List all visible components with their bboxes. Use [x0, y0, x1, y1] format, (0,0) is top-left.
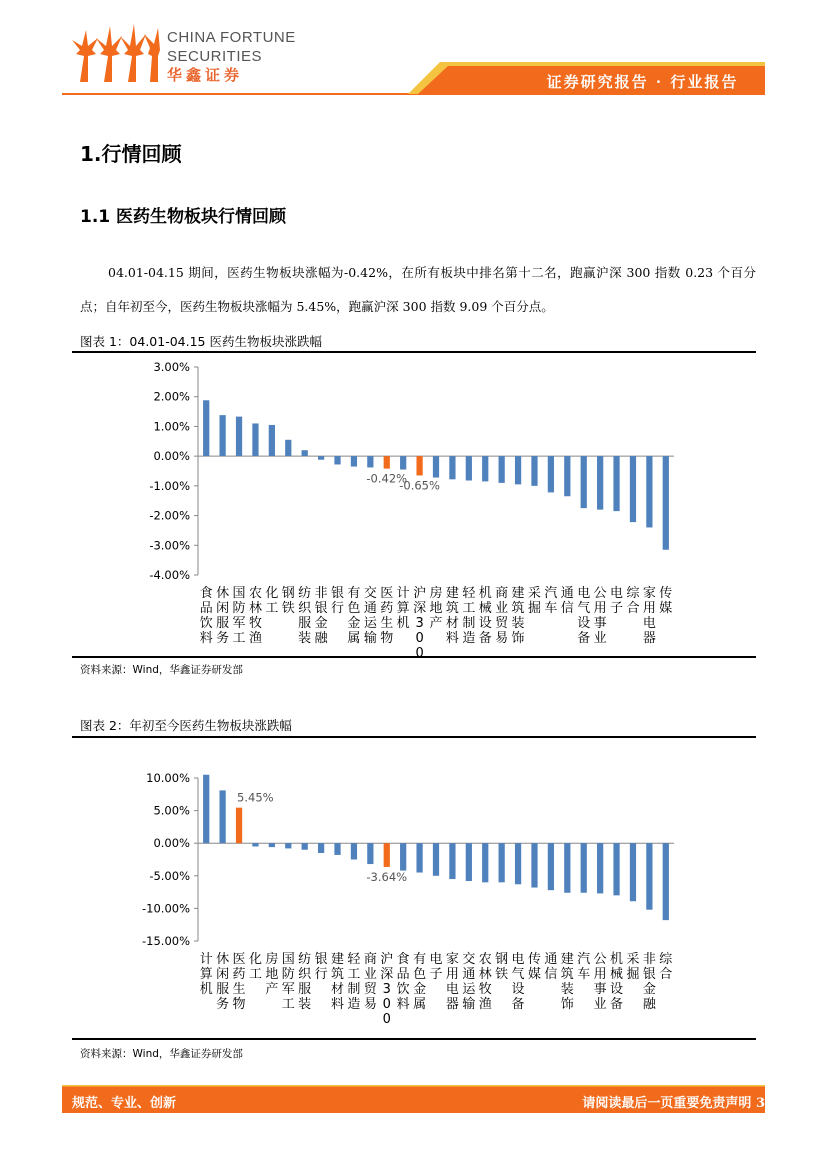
bar [203, 400, 209, 456]
x-tick-label: 备 [511, 997, 525, 1012]
bar [220, 415, 226, 456]
x-tick-label: 电 [577, 586, 591, 601]
figure2-bottom-rule [72, 1038, 756, 1040]
x-tick-label: 媒 [527, 967, 541, 982]
x-tick-label: 品 [199, 601, 213, 616]
x-tick-label: 房 [265, 952, 279, 967]
x-tick-label: 金 [413, 982, 427, 997]
company-name-en [167, 28, 296, 66]
bar [646, 456, 652, 527]
bar [613, 456, 619, 511]
x-tick-label: 综 [659, 952, 673, 967]
x-tick-label: 装 [298, 997, 312, 1012]
x-tick-label: 业 [593, 997, 607, 1012]
x-tick-label: 信 [560, 601, 574, 616]
x-tick-label: 织 [298, 967, 312, 982]
x-tick-label: 子 [610, 601, 624, 616]
x-tick-label: 合 [659, 967, 673, 982]
x-tick-label: 银 [331, 586, 345, 601]
x-tick-label: 饰 [560, 997, 574, 1012]
x-tick-label: 装 [560, 982, 574, 997]
y-tick-label: -2.00% [149, 508, 190, 523]
x-tick-label: 算 [199, 967, 213, 982]
bar [466, 456, 472, 480]
x-tick-label: 食 [199, 586, 213, 601]
x-tick-label: 服 [298, 982, 312, 997]
x-tick-label: 织 [298, 601, 312, 616]
x-tick-label: 有 [347, 586, 361, 601]
x-tick-label: 电 [445, 982, 459, 997]
x-tick-label: 铁 [495, 967, 509, 982]
x-tick-label: 0 [415, 631, 424, 646]
x-tick-label: 易 [363, 997, 377, 1012]
x-tick-label: 0 [382, 1012, 391, 1027]
x-tick-label: 用 [445, 967, 459, 982]
x-tick-label: 输 [363, 631, 377, 646]
bar [384, 843, 390, 867]
x-tick-label: 械 [610, 967, 624, 982]
x-tick-label: 料 [199, 631, 213, 646]
x-tick-label: 品 [396, 967, 410, 982]
x-tick-label: 轻 [347, 952, 361, 967]
bar [334, 456, 340, 464]
bar [466, 843, 472, 881]
bar [220, 790, 226, 843]
x-tick-label: 行 [331, 601, 345, 616]
y-tick-label: 1.00% [153, 419, 190, 434]
x-tick-label: 务 [216, 997, 230, 1012]
bar [285, 440, 291, 456]
summary-paragraph: 04.01-04.15 期间，医药生物板块涨幅为-0.42%，在所有板块中排名第十二名，跑赢沪深 300 指数 0.23 个百分点；自年初至今，医药生物板块涨幅为 5.45%，跑赢沪深 300 指数 9.09 个百分点。 [80, 265, 756, 314]
bar [334, 843, 340, 855]
bar [663, 456, 669, 550]
x-tick-label: 产 [429, 616, 443, 631]
x-tick-label: 造 [462, 631, 476, 646]
x-tick-label: 气 [577, 601, 591, 616]
x-tick-label: 军 [281, 982, 295, 997]
bar [531, 456, 537, 486]
bar [351, 456, 357, 466]
x-tick-label: 国 [232, 586, 246, 601]
bar [203, 775, 209, 843]
x-tick-label: 饮 [396, 982, 410, 997]
bar [236, 808, 242, 844]
x-tick-label: 业 [363, 967, 377, 982]
data-label: -3.64% [366, 869, 408, 884]
bar [630, 843, 636, 901]
x-tick-label: 易 [495, 631, 509, 646]
bar [548, 456, 554, 492]
x-tick-label: 业 [495, 601, 509, 616]
x-tick-label: 用 [593, 967, 607, 982]
x-tick-label: 纺 [298, 586, 312, 601]
x-tick-label: 药 [380, 601, 394, 616]
x-tick-label: 医 [232, 952, 246, 967]
x-tick-label: 家 [445, 952, 459, 967]
x-tick-label: 传 [659, 586, 673, 601]
y-tick-label: -15.00% [142, 934, 190, 948]
x-tick-label: 物 [380, 631, 394, 646]
x-tick-label: 综 [626, 586, 640, 601]
x-tick-label: 运 [363, 616, 377, 631]
x-tick-label: 建 [331, 952, 345, 967]
y-tick-label: -1.00% [149, 478, 190, 493]
x-tick-label: 制 [462, 616, 476, 631]
x-tick-label: 运 [462, 982, 476, 997]
x-tick-label: 沪 [380, 952, 394, 967]
section-heading: 1.行情回顾 [80, 142, 182, 166]
figure1-bottom-rule [72, 656, 756, 658]
y-tick-label: -5.00% [149, 868, 190, 883]
x-tick-label: 贸 [495, 616, 509, 631]
bar [531, 843, 537, 887]
x-tick-label: 0 [382, 997, 391, 1012]
data-label: -0.65% [399, 478, 440, 493]
x-tick-label: 器 [642, 631, 656, 646]
x-tick-label: 沪 [413, 586, 427, 601]
x-tick-label: 信 [544, 967, 558, 982]
bar [318, 843, 324, 853]
x-tick-label: 工 [462, 601, 476, 616]
x-tick-label: 服 [216, 982, 230, 997]
x-tick-label: 备 [577, 631, 591, 646]
x-tick-label: 事 [593, 616, 607, 631]
bar [302, 450, 308, 456]
bar [581, 843, 587, 893]
x-tick-label: 通 [363, 601, 377, 616]
bar [449, 843, 455, 879]
x-tick-label: 装 [298, 631, 312, 646]
x-tick-label: 深 [413, 601, 427, 616]
x-tick-label: 房 [429, 586, 443, 601]
bar [663, 843, 669, 920]
bar [597, 456, 603, 509]
x-tick-label: 军 [232, 616, 246, 631]
y-tick-label: 5.00% [153, 803, 190, 818]
x-tick-label: 备 [610, 997, 624, 1012]
subsection-heading: 1.1 医药生物板块行情回顾 [80, 207, 287, 227]
x-tick-label: 牧 [248, 616, 262, 631]
x-tick-label: 休 [216, 952, 230, 967]
x-tick-label: 设 [577, 616, 591, 631]
bar [499, 456, 505, 483]
x-tick-label: 0 [415, 646, 424, 656]
bar [613, 843, 619, 895]
bar [499, 843, 505, 882]
x-tick-label: 车 [544, 601, 558, 616]
x-tick-label: 传 [527, 952, 541, 967]
x-tick-label: 公 [593, 586, 607, 601]
x-tick-label: 计 [396, 586, 410, 601]
y-tick-label: 3.00% [153, 360, 190, 374]
x-tick-label: 农 [248, 586, 262, 601]
bar [630, 456, 636, 522]
x-tick-label: 商 [495, 586, 509, 601]
x-tick-label: 3 [415, 616, 424, 631]
y-tick-label: -4.00% [149, 568, 190, 582]
x-tick-label: 料 [445, 631, 459, 646]
x-tick-label: 融 [314, 631, 328, 646]
x-tick-label: 工 [232, 631, 246, 646]
x-tick-label: 机 [478, 586, 492, 601]
bar [416, 456, 422, 475]
x-tick-label: 筑 [560, 967, 574, 982]
x-tick-label: 食 [396, 952, 410, 967]
bar [564, 456, 570, 496]
x-tick-label: 化 [265, 586, 279, 601]
bar [285, 843, 291, 848]
x-tick-label: 渔 [248, 631, 262, 646]
figure1-chart [72, 356, 756, 656]
x-tick-label: 筑 [445, 601, 459, 616]
x-tick-label: 材 [331, 982, 345, 997]
x-tick-label: 有 [413, 952, 427, 967]
x-tick-label: 贸 [363, 982, 377, 997]
y-tick-label: 0.00% [153, 836, 190, 851]
x-tick-label: 通 [462, 967, 476, 982]
figure1-top-rule [72, 351, 756, 353]
bar [384, 456, 390, 468]
x-tick-label: 行 [314, 967, 328, 982]
y-tick-label: 2.00% [153, 389, 190, 404]
company-logo-icon [66, 20, 162, 86]
x-tick-label: 子 [429, 967, 443, 982]
x-tick-label: 药 [232, 967, 246, 982]
x-tick-label: 化 [248, 952, 262, 967]
x-tick-label: 生 [380, 616, 394, 631]
y-tick-label: 0.00% [153, 449, 190, 464]
x-tick-label: 造 [347, 997, 361, 1012]
bar [269, 425, 275, 456]
x-tick-label: 合 [626, 601, 640, 616]
x-tick-label: 融 [642, 997, 656, 1012]
x-tick-label: 属 [347, 631, 361, 646]
x-tick-label: 交 [363, 586, 377, 601]
x-tick-label: 工 [281, 997, 295, 1012]
x-tick-label: 金 [347, 616, 361, 631]
x-tick-label: 筑 [331, 967, 345, 982]
x-tick-label: 3 [382, 982, 391, 997]
x-tick-label: 电 [610, 586, 624, 601]
bar [269, 843, 275, 847]
x-tick-label: 银 [314, 952, 328, 967]
x-tick-label: 机 [199, 982, 213, 997]
bar [449, 456, 455, 479]
x-tick-label: 渔 [478, 997, 492, 1012]
bar [515, 456, 521, 484]
bar [564, 843, 570, 893]
x-tick-label: 铁 [281, 601, 295, 616]
x-tick-label: 地 [429, 601, 443, 616]
x-tick-label: 通 [544, 952, 558, 967]
x-tick-label: 材 [445, 616, 459, 631]
bar [482, 843, 488, 882]
x-tick-label: 设 [511, 982, 525, 997]
x-tick-label: 设 [478, 616, 492, 631]
x-tick-label: 钢 [281, 586, 295, 601]
x-tick-label: 机 [396, 616, 410, 631]
x-tick-label: 掘 [626, 967, 640, 982]
x-tick-label: 务 [216, 631, 230, 646]
bar [433, 456, 439, 477]
x-tick-label: 用 [642, 601, 656, 616]
x-tick-label: 生 [232, 982, 246, 997]
company-name-cn: 华鑫证券 [167, 66, 244, 84]
x-tick-label: 算 [396, 601, 410, 616]
x-tick-label: 媒 [659, 601, 673, 616]
bar [416, 843, 422, 872]
x-tick-label: 休 [216, 586, 230, 601]
x-tick-label: 林 [478, 967, 492, 982]
x-tick-label: 电 [511, 952, 525, 967]
x-tick-label: 家 [642, 586, 656, 601]
x-tick-label: 业 [593, 631, 607, 646]
y-tick-label: -3.00% [149, 538, 190, 553]
figure2-source: 资料来源：Wind，华鑫证券研发部 [80, 1048, 243, 1060]
x-tick-label: 服 [216, 616, 230, 631]
figure2-title: 图表 2：年初至今医药生物板块涨跌幅 [80, 718, 292, 733]
bar [252, 423, 258, 456]
x-tick-label: 事 [593, 982, 607, 997]
x-tick-label: 设 [610, 982, 624, 997]
x-tick-label: 轻 [462, 586, 476, 601]
x-tick-label: 金 [314, 616, 328, 631]
x-tick-label: 闲 [216, 601, 230, 616]
figure1-source: 资料来源：Wind，华鑫证券研发部 [80, 664, 243, 676]
figure1-title: 图表 1：04.01-04.15 医药生物板块涨跌幅 [80, 334, 322, 349]
figure2-top-rule [72, 736, 756, 738]
data-label: -0.42% [366, 471, 408, 486]
x-tick-label: 物 [232, 997, 246, 1012]
bar [318, 456, 324, 460]
data-label: 5.45% [237, 790, 274, 805]
x-tick-label: 产 [265, 982, 279, 997]
x-tick-label: 建 [560, 952, 574, 967]
company-name-en-line2: SECURITIES [167, 48, 263, 65]
x-tick-label: 闲 [216, 967, 230, 982]
x-tick-label: 机 [610, 952, 624, 967]
company-name-en-line1: CHINA FORTUNE [167, 29, 296, 46]
bar [482, 456, 488, 481]
x-tick-label: 采 [527, 586, 541, 601]
x-tick-label: 色 [347, 601, 361, 616]
x-tick-label: 车 [577, 967, 591, 982]
bar [433, 843, 439, 876]
footer-slogan: 规范、专业、创新 [72, 1096, 177, 1111]
x-tick-label: 林 [248, 601, 262, 616]
x-tick-label: 备 [478, 631, 492, 646]
figure2-chart [72, 740, 756, 1038]
x-tick-label: 金 [642, 982, 656, 997]
report-type-tag: 证券研究报告 · 行业报告 [546, 73, 739, 91]
bar [302, 843, 308, 850]
x-tick-label: 通 [560, 586, 574, 601]
x-tick-label: 饮 [199, 616, 213, 631]
x-tick-label: 银 [642, 967, 656, 982]
x-tick-label: 工 [265, 601, 279, 616]
x-tick-label: 掘 [527, 601, 541, 616]
bar [252, 843, 258, 846]
bar [351, 843, 357, 859]
x-tick-label: 电 [642, 616, 656, 631]
x-tick-label: 纺 [298, 952, 312, 967]
x-tick-label: 银 [314, 601, 328, 616]
x-tick-label: 地 [265, 967, 279, 982]
x-tick-label: 深 [380, 967, 394, 982]
footer-disclaimer: 请阅读最后一页重要免责声明 3 [582, 1096, 765, 1111]
x-tick-label: 气 [511, 967, 525, 982]
x-tick-label: 输 [462, 997, 476, 1012]
x-tick-label: 计 [199, 952, 213, 967]
x-tick-label: 装 [511, 616, 525, 631]
x-tick-label: 器 [445, 997, 459, 1012]
y-tick-label: -10.00% [142, 901, 190, 916]
bar [597, 843, 603, 893]
bar [236, 417, 242, 457]
bar [400, 843, 406, 870]
x-tick-label: 钢 [495, 952, 509, 967]
x-tick-label: 防 [232, 601, 246, 616]
x-tick-label: 用 [593, 601, 607, 616]
x-tick-label: 建 [511, 586, 525, 601]
x-tick-label: 交 [462, 952, 476, 967]
x-tick-label: 农 [478, 952, 492, 967]
x-tick-label: 饰 [511, 631, 525, 646]
x-tick-label: 公 [593, 952, 607, 967]
x-tick-label: 非 [314, 586, 328, 601]
x-tick-label: 工 [347, 967, 361, 982]
x-tick-label: 国 [281, 952, 295, 967]
x-tick-label: 械 [478, 601, 492, 616]
x-tick-label: 属 [413, 997, 427, 1012]
x-tick-label: 料 [396, 997, 410, 1012]
x-tick-label: 采 [626, 952, 640, 967]
bar [646, 843, 652, 910]
bar [367, 843, 373, 864]
x-tick-label: 医 [380, 586, 394, 601]
x-tick-label: 料 [331, 997, 345, 1012]
x-tick-label: 色 [413, 967, 427, 982]
x-tick-label: 牧 [478, 982, 492, 997]
x-tick-label: 汽 [577, 952, 591, 967]
x-tick-label: 制 [347, 982, 361, 997]
x-tick-label: 电 [429, 952, 443, 967]
bar [581, 456, 587, 508]
x-tick-label: 服 [298, 616, 312, 631]
x-tick-label: 工 [248, 967, 262, 982]
x-tick-label: 商 [363, 952, 377, 967]
bar [548, 843, 554, 890]
bar [400, 456, 406, 469]
bar [515, 843, 521, 884]
y-tick-label: 10.00% [146, 771, 190, 785]
x-tick-label: 汽 [544, 586, 558, 601]
bar [367, 456, 373, 467]
x-tick-label: 筑 [511, 601, 525, 616]
x-tick-label: 建 [445, 586, 459, 601]
x-tick-label: 非 [642, 952, 656, 967]
x-tick-label: 防 [281, 967, 295, 982]
